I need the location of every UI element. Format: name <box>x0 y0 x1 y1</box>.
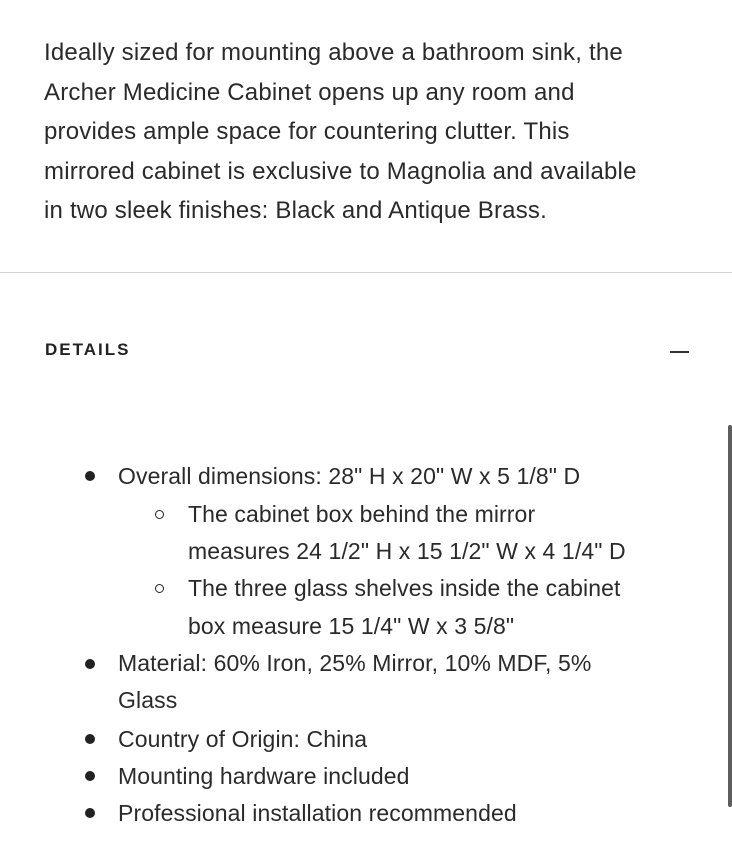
list-item: Overall dimensions: 28" H x 20" W x 5 1/8" D <box>118 463 581 489</box>
description-line: Archer Medicine Cabinet opens up any room and <box>44 78 575 106</box>
bullet-icon <box>85 659 95 669</box>
description-line: in two sleek finishes: Black and Antique Brass. <box>44 197 547 224</box>
sub-list-item: The cabinet box behind the mirror <box>188 501 536 527</box>
bullet-icon <box>85 471 95 481</box>
sub-list-item: box measure 15 1/4" W x 3 5/8" <box>188 613 515 639</box>
description-line: Ideally sized for mounting above a bathroom sink, the <box>44 39 623 66</box>
list-item: Country of Origin: China <box>118 726 368 752</box>
description-line: provides ample space for countering clutter. This <box>44 118 570 145</box>
bullet-icon <box>85 771 95 781</box>
details-title: DETAILS <box>45 340 131 359</box>
bullet-icon <box>85 808 95 818</box>
sub-bullet-icon <box>155 584 164 593</box>
description-line: mirrored cabinet is exclusive to Magnolia and available <box>44 157 637 185</box>
list-item: Material: 60% Iron, 25% Mirror, 10% MDF, 5% <box>118 650 592 676</box>
bullet-icon <box>85 734 95 744</box>
list-item: Glass <box>118 687 178 713</box>
list-item: Mounting hardware included <box>118 763 410 789</box>
list-item: Professional installation recommended <box>118 800 517 826</box>
sub-list-item: measures 24 1/2" H x 15 1/2" W x 4 1/4" D <box>188 538 626 564</box>
sub-bullet-icon <box>155 510 164 519</box>
sub-list-item: The three glass shelves inside the cabinet <box>188 575 621 601</box>
